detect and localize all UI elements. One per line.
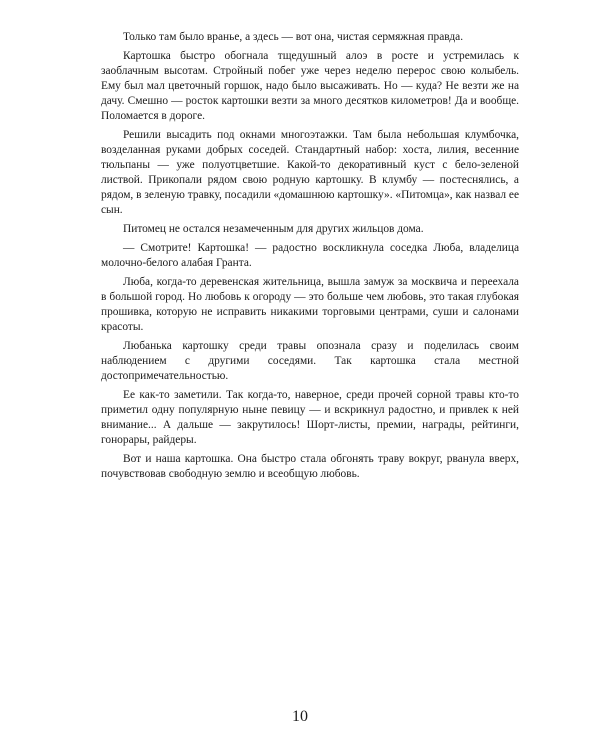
paragraph: Только там было вранье, а здесь — вот она, чистая сермяжная правда. (123, 31, 464, 43)
paragraph: — Смотрите! Картошка! — радостно воскликнула соседка Люба, владелица молочно-белого алабая Гранта. (101, 242, 519, 269)
paragraph: Решили высадить под окнами многоэтажки. Там была небольшая клумбочка, возделанная руками добрых соседей. Стандартный набор: хоста, лилия, весенние тюльпаны — уже полуотцветшие. Какой-то декоративный куст с бело-зеленой листвой. Прикопали рядом свою родную картошку. В клумбу — постеснялись, а рядом, в зеленую травку, посадили «домашнюю картошку». «Питомца», как назвал ее сын. (101, 129, 519, 216)
paragraph: Ее как-то заметили. Так когда-то, наверное, среди прочей сорной травы кто-то приметил одну популярную ныне певицу — и вскрикнул радостно, и привлек к ней внимание... А дальше — закрутилось! Шорт-листы, премии, награды, рейтинги, гонорары, райдеры. (101, 389, 519, 446)
paragraph: Любанька картошку среди травы опознала сразу и поделилась своим наблюдением с другими соседями. Так картошка стала местной достопримечательностью. (101, 340, 519, 382)
paragraph: Питомец не остался незамеченным для других жильцов дома. (123, 223, 424, 235)
paragraph: Вот и наша картошка. Она быстро стала обгонять траву вокруг, рванула вверх, почувствовав свободную землю и всеобщую любовь. (101, 453, 519, 480)
paragraph: Картошка быстро обогнала тщедушный алоэ в росте и устремилась к заоблачным высотам. Стройный побег уже через неделю перерос свою колыбель. Ему был мал цветочный горшок, надо было высаживать. Но — куда? Не везти же на дачу. Смешно — росток картошки везти за много десятков километров! Да и вообще. Поломается в дороге. (101, 50, 519, 122)
paragraph: Люба, когда-то деревенская жительница, вышла замуж за москвича и переехала в большой город. Но любовь к огороду — это больше чем любовь, это такая глубокая прошивка, которую не исправить никакими торговыми центрами, суши и салонами красоты. (101, 276, 519, 333)
page-number: 10 (292, 708, 308, 725)
